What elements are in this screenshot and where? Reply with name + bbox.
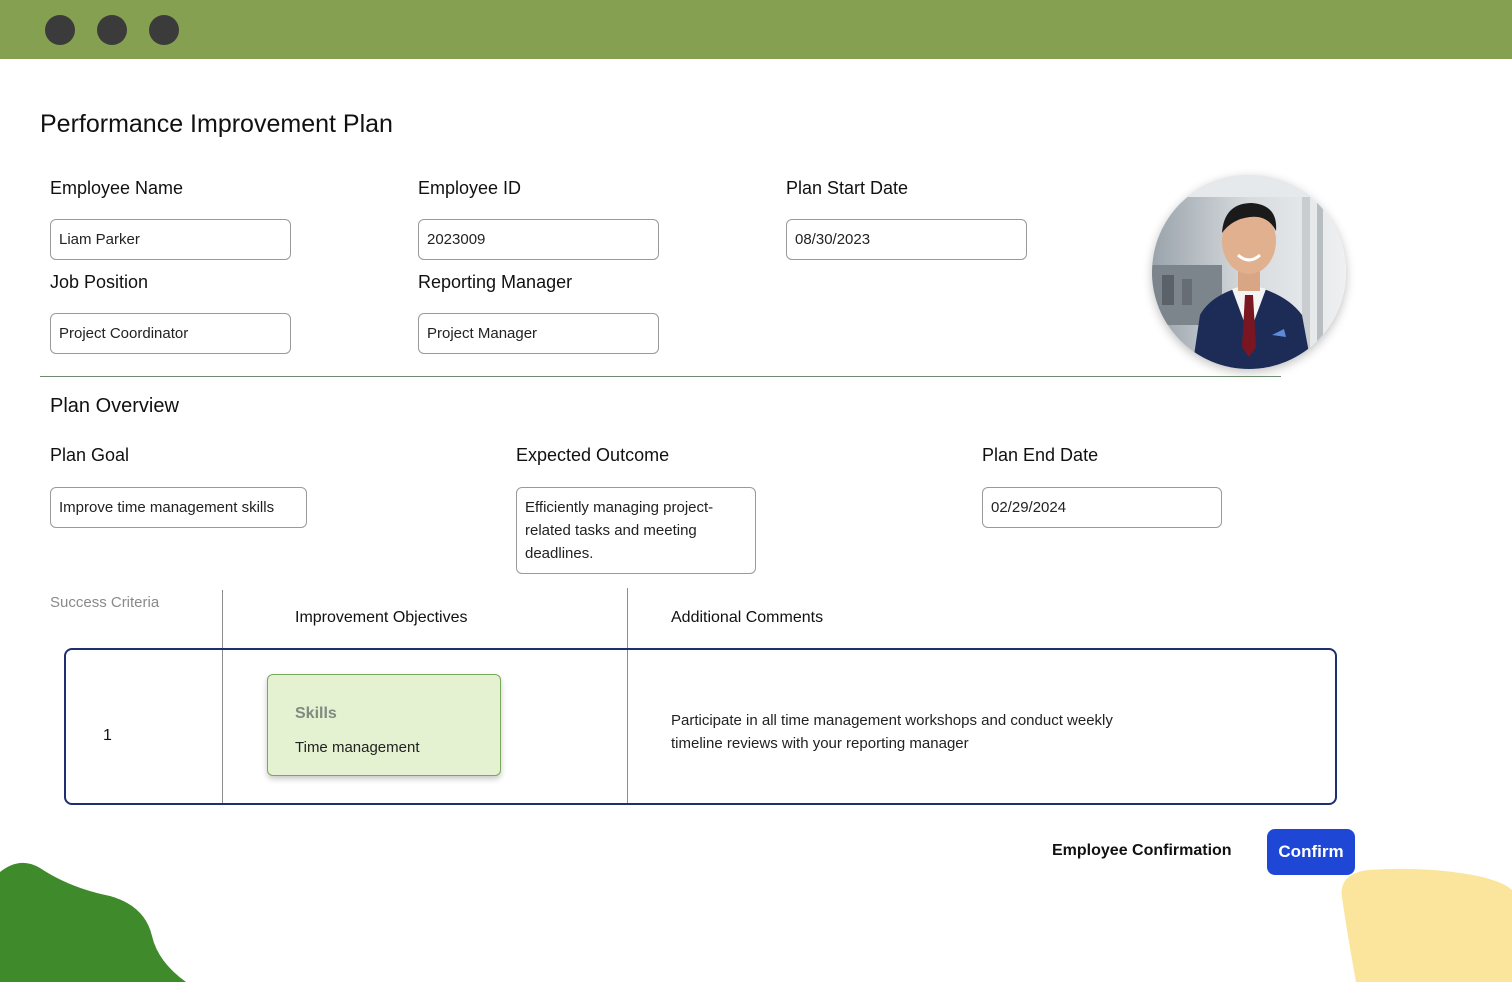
employee-photo-icon bbox=[1152, 175, 1346, 369]
objective-title: Skills bbox=[295, 705, 337, 722]
confirm-button[interactable]: Confirm bbox=[1267, 829, 1355, 875]
plan-overview-title: Plan Overview bbox=[50, 395, 179, 417]
window-control-dot[interactable] bbox=[45, 15, 75, 45]
decorative-yellow-blob bbox=[1338, 868, 1512, 982]
plan-goal-input[interactable] bbox=[50, 487, 307, 528]
section-divider bbox=[40, 376, 1281, 377]
expected-outcome-label: Expected Outcome bbox=[516, 445, 670, 465]
plan-end-date-label: Plan End Date bbox=[982, 445, 1099, 465]
employee-photo-avatar bbox=[1152, 175, 1346, 369]
plan-goal-label: Plan Goal bbox=[50, 445, 130, 465]
reporting-manager-input[interactable] bbox=[418, 313, 659, 354]
job-position-input[interactable] bbox=[50, 313, 291, 354]
window-titlebar bbox=[0, 0, 1512, 59]
improvement-objectives-header: Improvement Objectives bbox=[295, 609, 468, 626]
window-control-dot[interactable] bbox=[149, 15, 179, 45]
plan-start-date-input[interactable] bbox=[786, 219, 1027, 260]
success-criteria-header: Success Criteria bbox=[50, 594, 160, 611]
objective-value: Time management bbox=[295, 739, 420, 756]
employee-confirmation-label: Employee Confirmation bbox=[1052, 842, 1232, 859]
decorative-green-blob bbox=[0, 862, 190, 982]
plan-end-date-input[interactable] bbox=[982, 487, 1222, 528]
row-index: 1 bbox=[103, 727, 112, 744]
objective-card[interactable] bbox=[267, 674, 501, 776]
employee-id-input[interactable] bbox=[418, 219, 659, 260]
window-control-dot[interactable] bbox=[97, 15, 127, 45]
job-position-label: Job Position bbox=[50, 272, 149, 292]
additional-comment-text: Participate in all time management workshops and conduct weekly timeline reviews with your reporting manager bbox=[671, 712, 1113, 752]
reporting-manager-label: Reporting Manager bbox=[418, 272, 573, 292]
expected-outcome-textarea[interactable] bbox=[516, 487, 756, 574]
plan-start-date-label: Plan Start Date bbox=[786, 178, 909, 198]
employee-name-label: Employee Name bbox=[50, 178, 184, 198]
employee-id-label: Employee ID bbox=[418, 178, 522, 198]
page-title: Performance Improvement Plan bbox=[40, 110, 393, 138]
additional-comments-header: Additional Comments bbox=[671, 609, 824, 626]
employee-name-input[interactable] bbox=[50, 219, 291, 260]
